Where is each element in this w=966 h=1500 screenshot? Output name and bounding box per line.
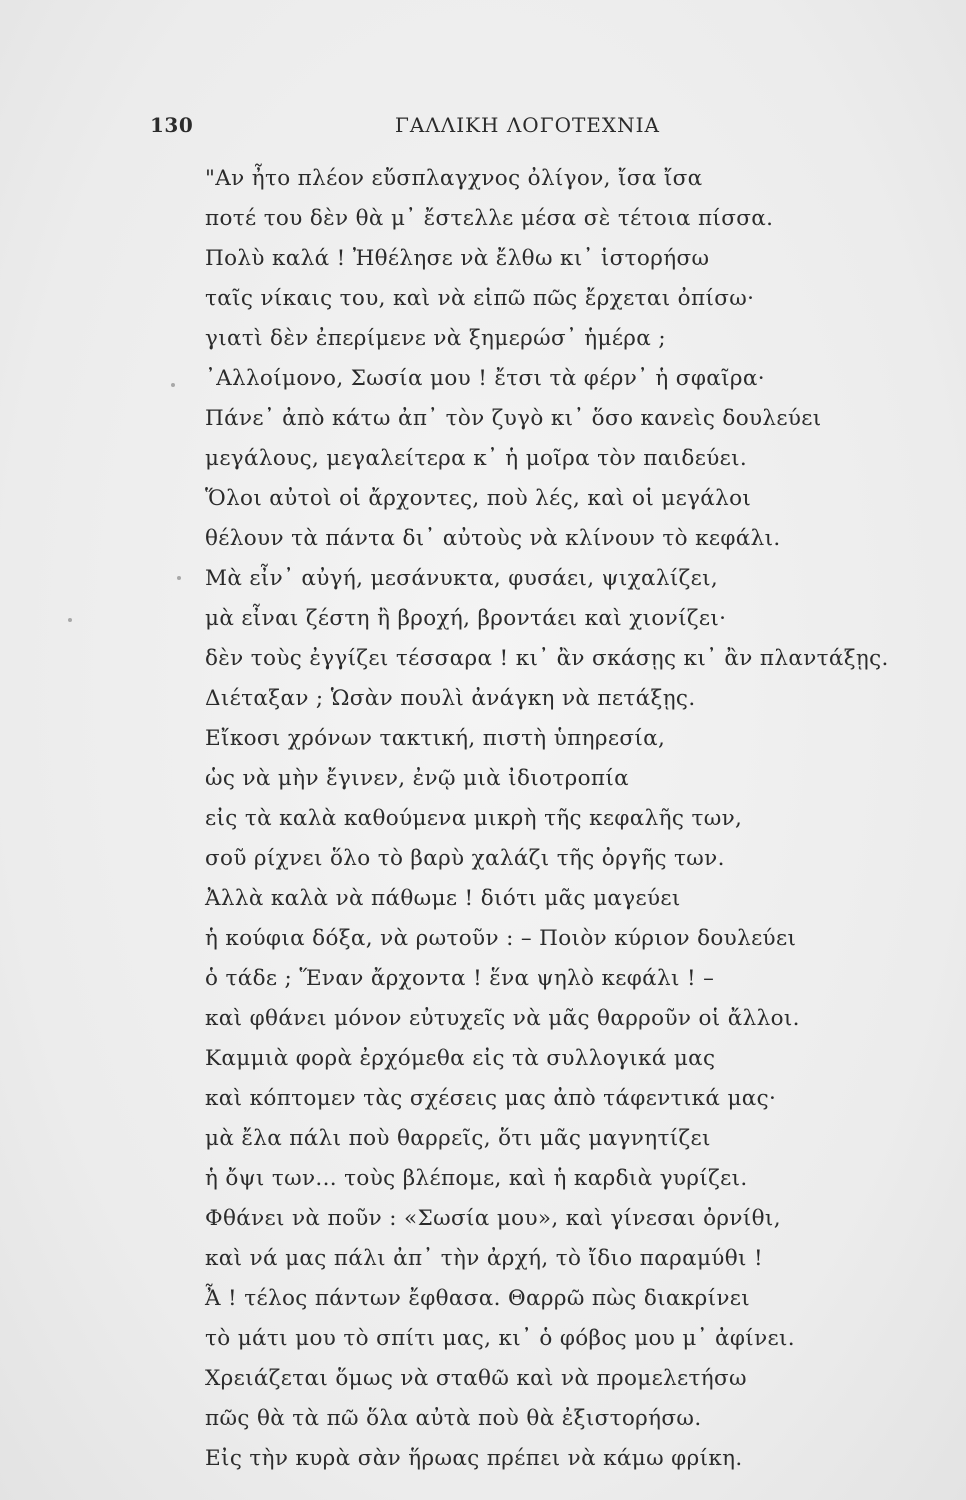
poem-line: καὶ φθάνει μόνον εὐτυχεῖς νὰ μᾶς θαρροῦν οἱ ἄλλοι. — [205, 1006, 800, 1031]
poem-line: Εἴκοσι χρόνων τακτική, πιστὴ ὑπηρεσία, — [205, 726, 666, 751]
poem-line: εἰς τὰ καλὰ καθούμενα μικρὴ τῆς κεφαλῆς των, — [205, 806, 743, 831]
running-title: ΓΑΛΛΙΚΗ ΛΟΓΟΤΕΧΝΙΑ — [395, 113, 660, 137]
poem-line: δὲν τοὺς ἐγγίζει τέσσαρα ! κι᾽ ἂν σκάσῃς κι᾽ ἂν πλαντάξῃς. — [205, 646, 889, 671]
poem-line: ἡ κούφια δόξα, νὰ ρωτοῦν : – Ποιὸν κύριον δουλεύει — [205, 926, 797, 951]
poem-line: ἡ ὄψι των... τοὺς βλέπομε, καὶ ἡ καρδιὰ γυρίζει. — [205, 1166, 748, 1191]
poem-line: τὸ μάτι μου τὸ σπίτι μας, κι᾽ ὁ φόβος μου μ᾽ ἀφίνει. — [205, 1326, 795, 1351]
poem-line: Καμμιὰ φορὰ ἐρχόμεθα εἰς τὰ συλλογικά μας — [205, 1046, 716, 1071]
poem-line: μὰ ἔλα πάλι ποὺ θαρρεῖς, ὅτι μᾶς μαγνητίζει — [205, 1126, 711, 1151]
poem-line: γιατὶ δὲν ἐπερίμενε νὰ ξημερώσ᾽ ἡμέρα ; — [205, 326, 666, 351]
poem-line: Πάνε᾽ ἀπὸ κάτω ἀπ᾽ τὸν ζυγὸ κι᾽ ὅσο κανεὶς δουλεύει — [205, 406, 822, 431]
poem-line: ᾽Αλλοίμονο, Σωσία μου ! ἔτσι τὰ φέρν᾽ ἡ σφαῖρα· — [205, 366, 765, 391]
paper-speck — [171, 383, 175, 387]
poem-line: Πολὺ καλά ! Ἠθέλησε νὰ ἔλθω κι᾽ ἱστορήσω — [205, 246, 710, 271]
poem-line: Διέταξαν ; Ὡσὰν πουλὶ ἀνάγκη νὰ πετάξῃς. — [205, 686, 696, 711]
poem-line: ταῖς νίκαις του, καὶ νὰ εἰπῶ πῶς ἔρχεται ὀπίσω· — [205, 286, 755, 311]
poem-line: σοῦ ρίχνει ὅλο τὸ βαρὺ χαλάζι τῆς ὀργῆς των. — [205, 846, 725, 871]
poem-line: μὰ εἶναι ζέστη ἢ βροχή, βροντάει καὶ χιονίζει· — [205, 606, 727, 631]
page-number: 130 — [150, 113, 194, 137]
poem-line: Φθάνει νὰ ποῦν : «Σωσία μου», καὶ γίνεσαι ὀρνίθι, — [205, 1206, 781, 1231]
paper-speck — [177, 576, 181, 580]
poem-line: Μὰ εἶν᾽ αὐγή, μεσάνυκτα, φυσάει, ψιχαλίζει, — [205, 566, 719, 591]
paper-speck — [68, 618, 72, 622]
poem-line: "Αν ἦτο πλέον εὔσπλαγχνος ὀλίγον, ἴσα ἴσα — [205, 166, 703, 191]
poem-line: ὡς νὰ μὴν ἔγινεν, ἐνῷ μιὰ ἰδιοτροπία — [205, 766, 629, 791]
poem-line: Εἰς τὴν κυρὰ σὰν ἥρωας πρέπει νὰ κάμω φρίκη. — [205, 1446, 743, 1471]
poem-line: ποτέ του δὲν θὰ μ᾽ ἔστελλε μέσα σὲ τέτοια πίσσα. — [205, 206, 774, 231]
poem-line: Ἆ ! τέλος πάντων ἔφθασα. Θαρρῶ πὼς διακρίνει — [205, 1286, 751, 1311]
poem-line: καὶ νά μας πάλι ἀπ᾽ τὴν ἀρχή, τὸ ἴδιο παραμύθι ! — [205, 1246, 763, 1271]
poem-line: καὶ κόπτομεν τὰς σχέσεις μας ἀπὸ τάφεντικά μας· — [205, 1086, 777, 1111]
poem-line: Χρειάζεται ὅμως νὰ σταθῶ καὶ νὰ προμελετήσω — [205, 1366, 747, 1391]
poem-line: Ὅλοι αὐτοὶ οἱ ἄρχοντες, ποὺ λές, καὶ οἱ μεγάλοι — [205, 486, 752, 511]
poem-line: μεγάλους, μεγαλείτερα κ᾽ ἡ μοῖρα τὸν παιδεύει. — [205, 446, 748, 471]
poem-line: ὁ τάδε ; Ἕναν ἄρχοντα ! ἕνα ψηλὸ κεφάλι ! – — [205, 966, 715, 991]
poem-line: Ἀλλὰ καλὰ νὰ πάθωμε ! διότι μᾶς μαγεύει — [205, 886, 681, 911]
poem-line: πῶς θὰ τὰ πῶ ὅλα αὐτὰ ποὺ θὰ ἐξιστορήσω. — [205, 1406, 702, 1431]
poem-line: θέλουν τὰ πάντα δι᾽ αὐτοὺς νὰ κλίνουν τὸ κεφάλι. — [205, 526, 781, 551]
